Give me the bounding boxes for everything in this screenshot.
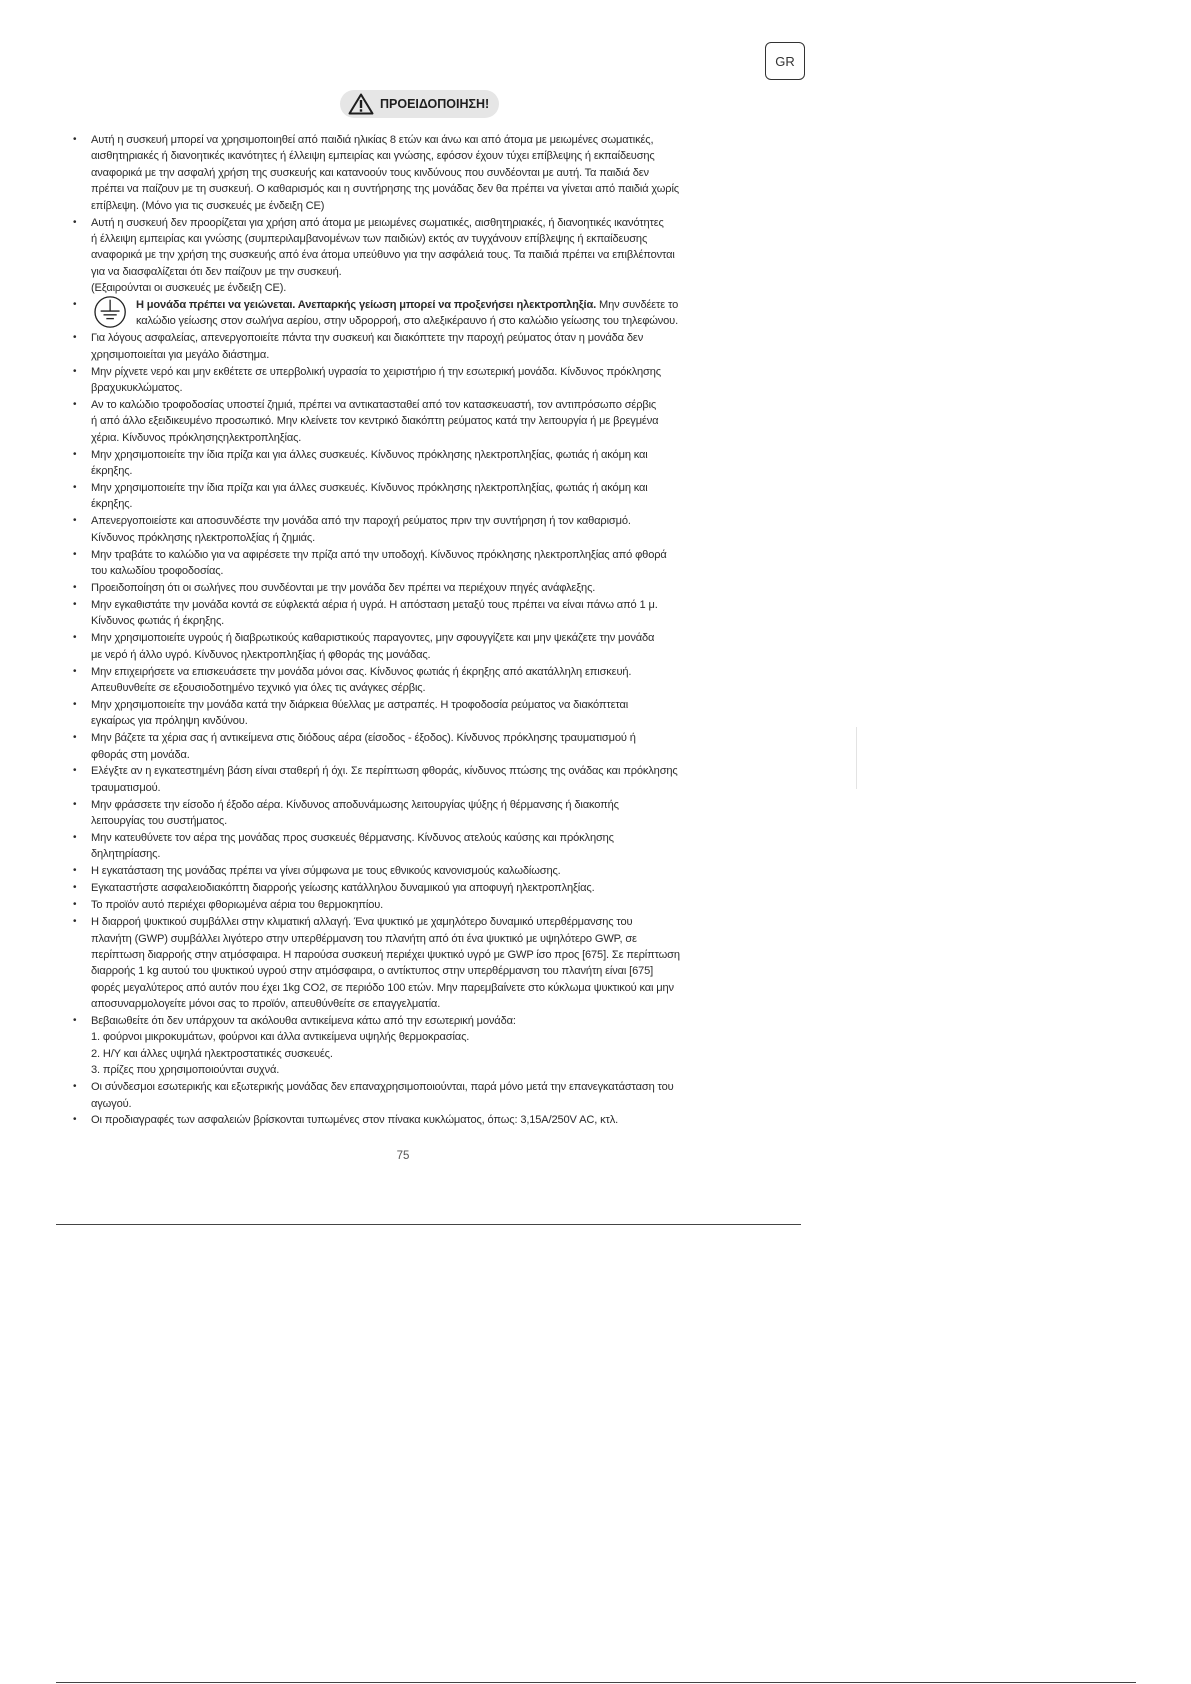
page-number: 75 [396,1150,410,1162]
list-item: • Η διαρροή ψυκτικού συμβάλλει στην κλιματική αλλαγή. Ένα ψυκτικό με χαμηλότερο δυναμικό υπερθέρμανσης του πλανήτη (GWP) συμβάλλει λιγότερο στην υπερθέρμανση του πλανήτη από ότι ένα ψυκτικό με υψηλότερο GWP, σε περίπτωση διαρροής στην ατμόσφαιρα. Η παρούσα συσκευή περιέχει ψυκτικό υγρό με GWP ίσο προς [675]. Σε περίπτωση διαρροής 1 kg αυτού του ψυκτικού υγρού στην ατμόσφαιρα, ο αντίκτυπος στην υπερθέρμανση του πλανήτη είναι [675] φορές μεγαλύτερος από αυτόν που έχει 1kg CO2, σε περιόδο 100 ετών. Μην παρεμβαίνετε στο κύκλωμα ψυκτικού και μην αποσυναρμολογείτε μόνοι σας το προϊόν, απευθύνθείτε σε επαγγελματία. [91,914,881,1012]
grounding-rest-text: Μην συνδέετε το καλώδιο γείωσης στον σωλήνα αερίου, στην υδρορροή, στο αλεξικέραυνο ή στο καλώδιο γείωσης του τηλεφώνου. [136,299,679,328]
list-item: • Για λόγους ασφαλείας, απενεργοποιείτε πάντα την συσκευή και διακόπτετε την παροχή ρεύματος όταν η μονάδα δεν χρησιμοποιείται για μεγάλο διάστημα. [91,330,881,363]
list-item: • Μην ρίχνετε νερό και μην εκθέτετε σε υπερβολική υγρασία το χειριστήριο ή την εσωτερική μονάδα. Κίνδυνος πρόκλησης βραχυκυκλώματος. [91,364,881,397]
list-item: • Η εγκατάσταση της μονάδας πρέπει να γίνει σύμφωνα με τους εθνικούς κανονισμούς καλωδίωσης. [91,863,881,879]
page-divider [56,1224,801,1225]
list-item: • Μην τραβάτε το καλώδιο για να αφιρέσετε την πρίζα από την υποδοχή. Κίνδυνος πρόκλησης ηλεκτροπληξίας από φθορά του καλωδίου τροφοδοσίας. [91,547,881,580]
list-item: • Προειδοποίηση ότι οι σωλήνες που συνδέονται με την μονάδα δεν πρέπει να περιέχουν πηγές ανάφλεξης. [91,580,881,596]
warning-title: ΠΡΟΕΙΔΟΠΟΙΗΣΗ! [380,97,490,111]
warning-list [0,132,881,1129]
list-item: • Βεβαιωθείτε ότι δεν υπάρχουν τα ακόλουθα αντικείμενα κάτω από την εσωτερική μονάδα: 1. φούρνοι μικροκυμάτων, φούρνοι και άλλα αντικείμενα υψηλής θερμοκρασίας. 2. Η/Υ και άλλες υψηλά ηλεκτροστατικές συσκευές. 3. πρίζες που χρησιμοποιούνται συχνά. [91,1013,881,1079]
list-item: • Μην χρησιμοποιείτε υγρούς ή διαβρωτικούς καθαριστικούς παραγοντες, μην σφουγγίζετε και μην ψεκάζετε την μονάδα με νερό ή άλλο υγρό. Κίνδυνος ηλεκτροπληξίας ή φθοράς της μονάδας. [91,630,881,663]
list-item-grounding [91,297,881,330]
list-item: • Μην χρησιμοποιείτε την ίδια πρίζα και για άλλες συσκευές. Κίνδυνος πρόκλησης ηλεκτροπληξίας, φωτιάς ή ακόμη και έκρηξης. [91,447,881,480]
list-item: • Αν το καλώδιο τροφοδοσίας υποστεί ζημιά, πρέπει να αντικατασταθεί από τον κατασκευαστή, τον αντιπρόσωπο σέρβις ή από άλλο εξειδικευμένο προσωπικό. Μην κλείνετε τον κεντρικό διακόπτη ρεύματος κατά την λειτουργία ή με βρεγμένα χέρια. Κίνδυνος πρόκλησηςηλεκτροπληξίας. [91,397,881,446]
list-item: • Αυτή η συσκευή μπορεί να χρησιμοποιηθεί από παιδιά ηλικίας 8 ετών και άνω και από άτομα με μειωμένες σωματικές, αισθητηριακές ή διανοητικές ικανότητες ή έλλειψη εμπειρίας και γνώσης, εφόσον έχουν τύχει επίβλεψης ή εκπαίδευσης αναφορικά με την ασφαλή χρήση της συσκευής και κατανοούν τους κινδύνους που συνδέονται με αυτή. Τα παιδιά δεν πρέπει να παίζουν με τη συσκευή. Ο καθαρισμός και η συντήρησης της μονάδας δεν θα πρέπει να γίνεται από παιδιά χωρίς επίβλεψη. (Μόνο για τις συσκευές με ένδειξη CE) [91,132,881,214]
language-code: GR [775,53,795,69]
grounding-bold-text: Η μονάδα πρέπει να γειώνεται. Ανεπαρκής γείωση μπορεί να προξενήσει ηλεκτροπληξία. [136,299,597,312]
bottom-divider [56,1682,1136,1683]
list-item: • Οι σύνδεσμοι εσωτερικής και εξωτερικής μονάδας δεν επαναχρησιμοποιούνται, παρά μόνο μετά την επανεγκατάσταση του αγωγού. [91,1079,881,1112]
list-item: • Μην χρησιμοποιείτε την ίδια πρίζα και για άλλες συσκευές. Κίνδυνος πρόκλησης ηλεκτροπληξίας, φωτιάς ή ακόμη και έκρηξης. [91,480,881,513]
list-item: • Εγκαταστήστε ασφαλειοδιακόπτη διαρροής γείωσης κατάλληλου δυναμικού για αποφυγή ηλεκτροπληξίας. [91,880,881,896]
list-item: • Ελέγξτε αν η εγκατεστημένη βάση είναι σταθερή ή όχι. Σε περίπτωση φθοράς, κίνδυνος πτώσης της ονάδας και πρόκλησης τραυματισμού. [91,763,881,796]
warning-triangle-icon [348,93,374,115]
list-item: • Μην χρησιμοποιείτε την μονάδα κατά την διάρκεια θύελλας με αστραπές. Η τροφοδοσία ρεύματος να διακόπτεται εγκαίρως για πρόληψη κινδύνου. [91,697,881,730]
language-badge [765,42,805,80]
list-item: • Αυτή η συσκευή δεν προορίζεται για χρήση από άτομα με μειωμένες σωματικές, αισθητηριακές, ή διανοητικές ικανότητες ή έλλειψη εμπειρίας και γνώσης (συμπεριλαμβανομένων των παιδιών) εκτός αν τυγχάνουν επίβλεψης ή εκπαίδευσης αναφορικά με την χρήση της συσκευής από ένα άτομα υπεύθυνο για την ασφάλειά τους. Τα παιδιά πρέπει να επιβλέπονται για να διασφαλίζεται ότι δεν παίζουν με την συσκευή. (Εξαιρούνται οι συσκευές με ένδειξη CE). [91,215,881,297]
grounding-text [136,297,881,330]
list-item: • Το προϊόν αυτό περιέχει φθοριωμένα αέρια του θερμοκηπίου. [91,897,881,913]
list-item: • Μην εγκαθιστάτε την μονάδα κοντά σε εύφλεκτά αέρια ή υγρά. Η απόσταση μεταξύ τους πρέπει να είναι πάνω από 1 μ. Κίνδυνος φωτιάς ή έκρηξης. [91,597,881,630]
list-item: • Μην κατευθύνετε τον αέρα της μονάδας προς συσκευές θέρμανσης. Κίνδυνος ατελούς καύσης και πρόκλησης δηλητηρίασης. [91,830,881,863]
ground-symbol-icon [91,295,133,329]
list-item: • Οι προδιαγραφές των ασφαλειών βρίσκονται τυπωμένες στον πίνακα κυκλώματος, όπως: 3,15A/250V AC, κτλ. [91,1112,881,1128]
list-item: • Μην επιχειρήσετε να επισκευάσετε την μονάδα μόνοι σας. Κίνδυνος φωτιάς ή έκρηξης από ακατάλληλη επισκευή. Απευθυνθείτε σε εξουσιοδοτημένο τεχνικό για όλες τις ανάγκες σέρβις. [91,664,881,697]
list-item: • Μην βάζετε τα χέρια σας ή αντικείμενα στις διόδους αέρα (είσοδος - έξοδος). Κίνδυνος πρόκλησης τραυματισμού ή φθοράς στη μονάδα. [91,730,881,763]
margin-mark [856,727,857,789]
list-item: • Απενεργοποιείστε και αποσυνδέστε την μονάδα από την παροχή ρεύματος πριν την συντήρηση ή τον καθαρισμό. Κίνδυνος πρόκλησης ηλεκτροπολξίας ή ζημιάς. [91,513,881,546]
warning-heading [340,90,499,118]
list-item: • Μην φράσσετε την είσοδο ή έξοδο αέρα. Κίνδυνος αποδυνάμωσης λειτουργίας ψύξης ή θέρμανσης ή διακοπής λειτουργίας του συστήματος. [91,797,881,830]
